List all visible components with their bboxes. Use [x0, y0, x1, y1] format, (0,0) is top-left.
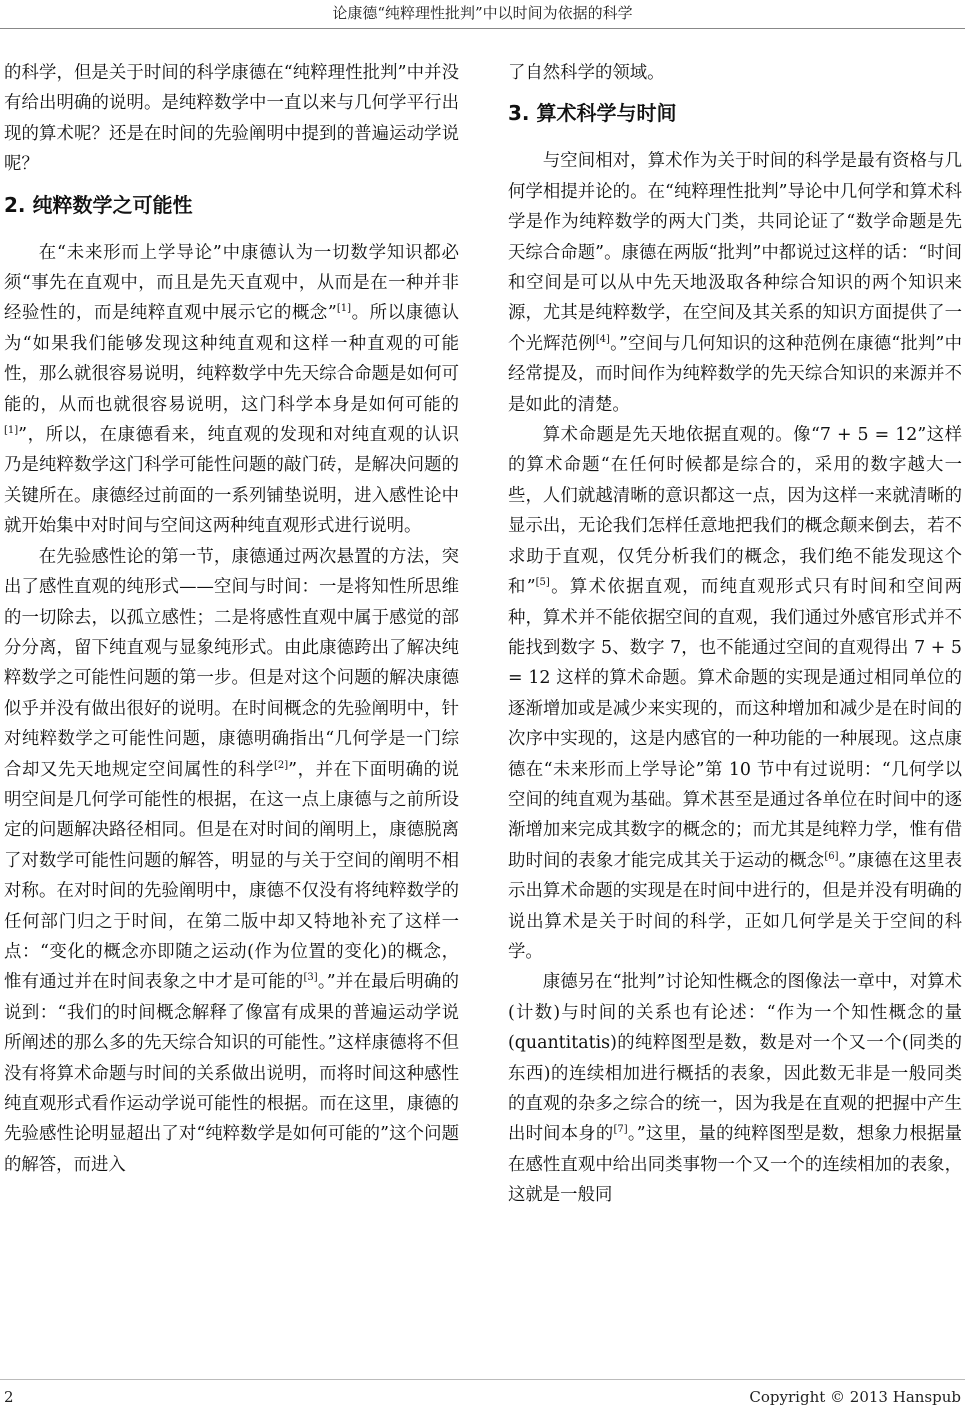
section-2-title: 2. 纯粹数学之可能性: [4, 192, 193, 217]
text-run: 。”康德在这里表示出算术命题的实现是在时间中进行的，但是并没有明确的说出算术是关于时间的科学，正如几何学是关于空间的科学。: [508, 850, 962, 962]
right-paragraph-1: [508, 146, 962, 420]
right-intro-paragraph: 了自然科学的领域。: [508, 63, 665, 83]
citation[interactable]: [3]: [303, 972, 318, 984]
left-column: [4, 58, 459, 1180]
text-run: 。”并在最后明确的说到：“我们的时间概念解释了像富有成果的普遍运动学说所阐述的那么多的先天综合知识的可能性。”这样康德将不但没有将算术命题与时间的关系做出说明，而将时间这种感性纯直观形式看作运动学说可能性的根据。而在这里，康德的先验感性论明显超出了对“纯粹数学是如何可能的”这个问题的解答，而进入: [4, 972, 459, 1175]
right-column: [508, 58, 962, 1211]
right-paragraph-3: [508, 967, 962, 1210]
text-run: ”，所以，在康德看来，纯直观的发现和对纯直观的认识乃是纯粹数学这门科学可能性问题的敲门砖，是解决问题的关键所在。康德经过前面的一系列铺垫说明，进入感性论中就开始集中对时间与空间这两种纯直观形式进行说明。: [4, 425, 459, 537]
citation[interactable]: [2]: [273, 759, 289, 771]
text-run: 。所以康德认为“如果我们能够发现这种纯直观和这样一种直观的可能性，那么就很容易说明，纯粹数学中先天综合命题是如何可能的，从而也就很容易说明，这门科学本身是如何可能的: [4, 303, 459, 415]
text-run: 康德另在“批判”讨论知性概念的图像法一章中，对算术(计数)与时间的关系也有论述：“作为一个知性概念的量(quantitatis)的纯粹图型是数，数是对一个又一个(同类的东西)的连续相加进行概括的表象，因此数无非是一般同类的直观的杂多之综合的统一，因为我是在直观的把握中产生出时间本身的: [508, 972, 962, 1145]
running-title: 论康德“纯粹理性批判”中以时间为依据的科学: [332, 4, 633, 22]
text-run: 在“未来形而上学导论”中康德认为一切数学知识都必须“事先在直观中，而且是先天直观中，从而是在一种并非经验性的，而是纯粹直观中展示它的概念”: [4, 242, 459, 324]
section-3-title: 3. 算术科学与时间: [508, 101, 677, 126]
citation[interactable]: [6]: [824, 850, 839, 862]
left-intro-paragraph: 的科学，但是关于时间的科学康德在“纯粹理性批判”中并没有给出明确的说明。是纯粹数学中一直以来与几何学平行出现的算术呢？还是在时间的先验阐明中提到的普遍运动学说呢？: [4, 63, 459, 175]
citation[interactable]: [1]: [4, 425, 19, 437]
text-run: 。”空间与几何知识的这种范例在康德“批判”中经常提及，而时间作为纯粹数学的先天综合知识的来源并不是如此的清楚。: [508, 333, 962, 415]
text-run: 算术命题是先天地依据直观的。像“7 + 5 = 12”这样的算术命题“在任何时候都是综合的，采用的数字越大一些，人们就越清晰的意识都这一点，因为这样一来就清晰的显示出，无论我们怎样任意地把我们的概念颠来倒去，若不求助于直观，仅凭分析我们的概念，我们绝不能发现这个和”: [508, 425, 962, 598]
citation[interactable]: [1]: [336, 303, 351, 315]
citation[interactable]: [7]: [613, 1124, 628, 1136]
left-paragraph-2: [4, 542, 459, 1181]
running-header: [0, 0, 965, 29]
text-run: 与空间相对，算术作为关于时间的科学是最有资格与几何学相提并论的。在“纯粹理性批判”导论中几何学和算术科学是作为纯粹数学的两大门类，共同论证了“数学命题是先天综合命题”。康德在两版“批判”中都说过这样的话：“时间和空间是可以从中先天地汲取各种综合知识的两个知识来源，尤其是纯粹数学，在空间及其关系的知识方面提供了一个光辉范例: [508, 151, 962, 354]
text-run: 。”这里，量的纯粹图型是数，想象力根据量在感性直观中给出同类事物一个又一个的连续相加的表象，这就是一般同: [508, 1124, 962, 1206]
text-run: ”，并在下面明确的说明空间是几何学可能性的根据，在这一点上康德与之前所设定的问题解决路径相同。但是在对时间的阐明上，康德脱离了对数学可能性问题的解答，明显的与关于空间的阐明不相对称。在对时间的先验阐明中，康德不仅没有将纯粹数学的任何部门归之于时间，在第二版中却又特地补充了这样一点：“变化的概念亦即随之运动(作为位置的变化)的概念，惟有通过并在时间表象之中才是可能的: [4, 759, 459, 993]
text-run: 在先验感性论的第一节，康德通过两次悬置的方法，突出了感性直观的纯形式——空间与时间：一是将知性所思维的一切除去，以孤立感性；二是将感性直观中属于感觉的部分分离，留下纯直观与显象纯形式。由此康德跨出了解决纯粹数学之可能性问题的第一步。但是对这个问题的解决康德似乎并没有做出很好的说明。在时间概念的先验阐明中，针对纯粹数学之可能性问题，康德明确指出“几何学是一门综合却又先天地规定空间属性的科学: [4, 546, 459, 780]
left-paragraph-1: [4, 238, 459, 542]
copyright-notice: Copyright © 2013 Hanspub: [749, 1388, 961, 1406]
right-paragraph-2: [508, 420, 962, 967]
citation[interactable]: [5]: [535, 577, 550, 589]
text-run: 。算术依据直观，而纯直观形式只有时间和空间两种，算术并不能依据空间的直观，我们通过外感官形式并不能找到数字 5、数字 7，也不能通过空间的直观得出 7 + 5 = 12 这样的算术命题。算术命题的实现是通过相同单位的逐渐增加或是减少来实现的，而这种增加和减少是在时间的次序中实现的，这是内感官的一种功能的一种展现。这点康德在“未来形而上学导论”第 10 节中有过说明：“几何学以空间的纯直观为基础。算术甚至是通过各单位在时间中的逐渐增加来完成其数字的概念的；而尤其是纯粹力学，惟有借助时间的表象才能完成其关于运动的概念: [508, 577, 962, 871]
citation[interactable]: [4]: [595, 333, 610, 345]
page-number: 2: [4, 1388, 14, 1406]
footer-rule: [0, 1379, 965, 1380]
